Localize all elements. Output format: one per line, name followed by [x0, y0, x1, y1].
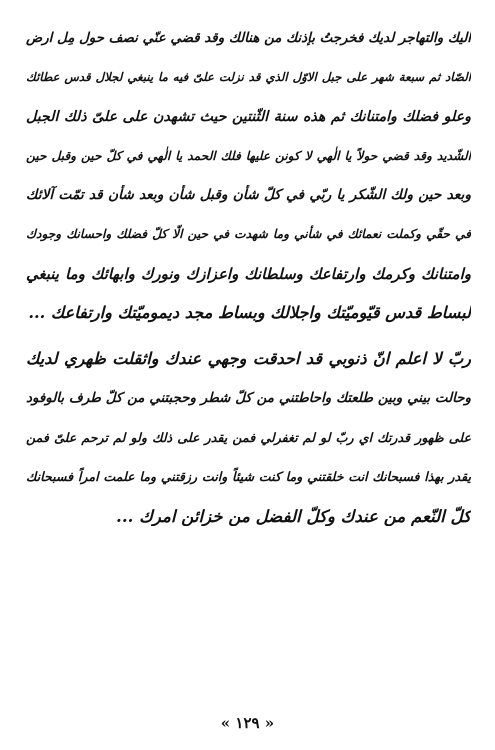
text-line-12: يقدر بهذا فسبحانك انت خلقتني وما كنت شيئاً وانت رزقتني وما علمت امراً فسبحانك	[26, 468, 471, 484]
text-line-2: الصّاد ثم سبعة شهر على جبل الاوّل الذي قد نزلت علىّ فيه ما ينبغي لجلال قدس عطائك	[26, 70, 471, 85]
text-line-4: الشّديد وقد قضي حولاً يا الٰهي لا كونن عليها فلك الحمد يا الٰهي في كلّ حين وقبل حين	[26, 148, 471, 163]
text-line-6: في حقّي وكملت نعمائك في شأني وما شهدت في حين الّا كلّ فضلك واحسانك وجودك	[26, 227, 471, 242]
text-line-1: اليك والتهاجر لديك فخرجتُ بإذنك من هنالك وقد قضي عنّي نصف حول مِل ارض	[26, 30, 471, 46]
text-line-5: وبعد حين ولك الشّكر يا ربّي في كلّ شأن وقبل شأن وبعد شأن قد تمّت آلائك	[26, 187, 471, 204]
text-line-7: وامتنانك وكرمك وارتفاعك وسلطانك واعزازك ونورك وابهائك وما ينبغي	[26, 264, 471, 283]
text-line-13: كلّ النّعم من عندك وكلّ الفضل من خزائن امرك ...	[116, 506, 471, 527]
text-line-11: على ظهور قدرتك اي ربّ لو لم تغفرلي فمن يقدر على ذلك ولو لم ترحم علىّ فمن	[26, 429, 471, 445]
text-line-3: وعلو فضلك وامتنانك ثم هذه سنة الثّنتين حيث تشهدن على علىّ ذلك الجبل	[26, 108, 471, 125]
page-number: « ١٢٩ »	[220, 714, 275, 732]
text-line-10: وحالت بيني وبين طلعتك واحاطتني من كلّ شطر وحجبتني من كلّ طرف بالوفود	[26, 390, 471, 407]
text-line-9: ربّ لا اعلم انّ ذنوبي قد احدقت وجهي عندك واثقلت ظهري لديك	[26, 349, 471, 369]
text-line-8: لبساط قدس قيّوميّتك واجلالك وبساط مجد ديموميّتك وارتفاعك ...	[28, 303, 471, 323]
body-text	[26, 28, 471, 546]
